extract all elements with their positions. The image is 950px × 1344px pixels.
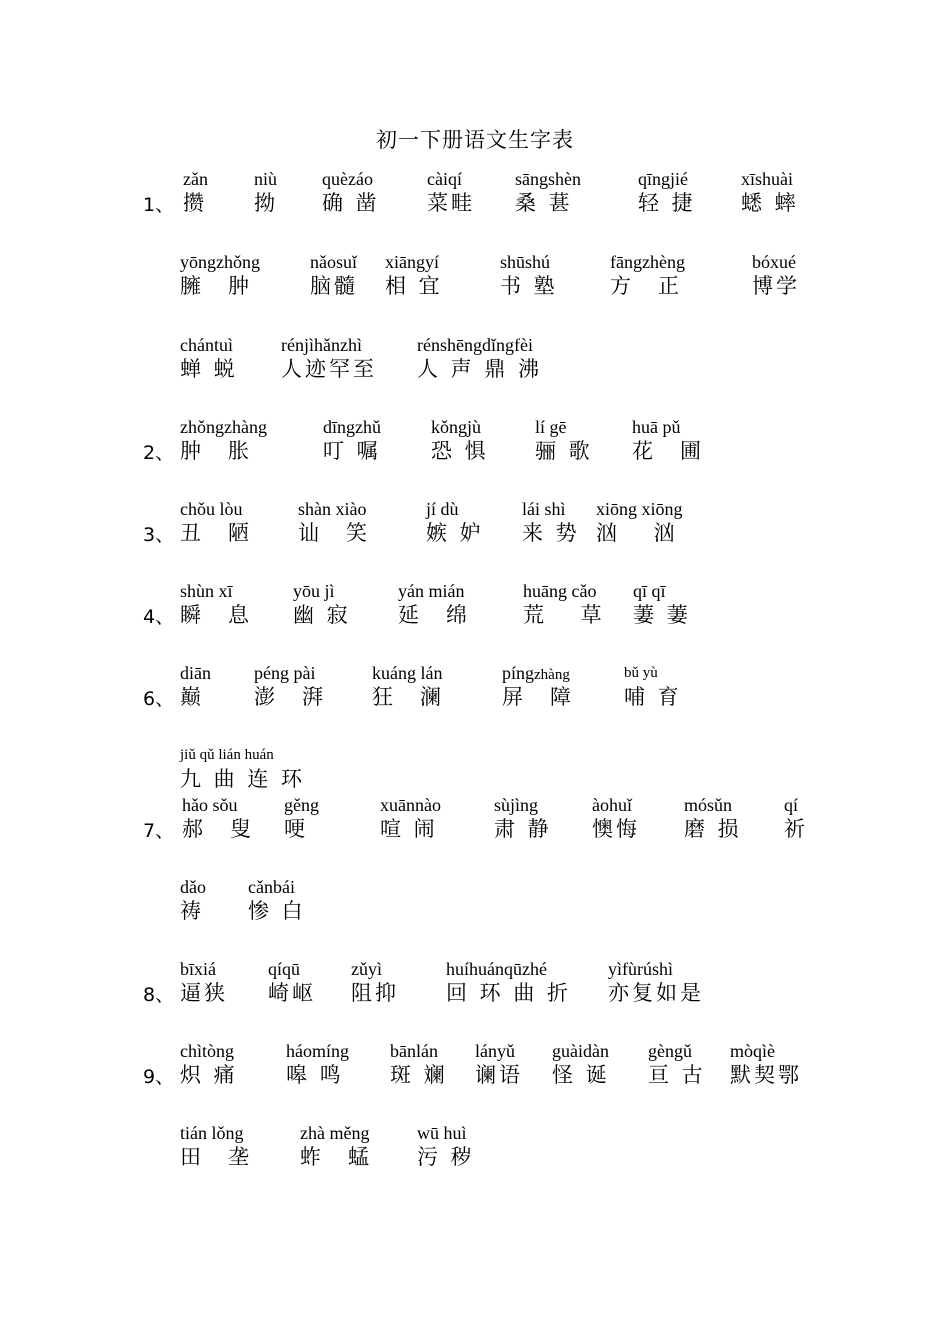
hanzi: 确 凿 xyxy=(322,191,380,215)
hanzi: 屏 障 xyxy=(502,685,574,709)
hanzi: 炽 痛 xyxy=(180,1063,238,1087)
pinyin xyxy=(182,794,254,816)
pinyin xyxy=(180,580,252,602)
hanzi: 来 势 xyxy=(522,521,580,545)
vocab-item xyxy=(380,794,441,842)
pinyin xyxy=(592,794,640,816)
pinyin-text: gèngǔ xyxy=(648,1041,692,1061)
pinyin-text: shùn xī xyxy=(180,581,233,601)
vocab-item xyxy=(515,168,581,216)
hanzi: 九 曲 连 环 xyxy=(180,767,306,791)
pinyin-text: jí dù xyxy=(426,499,459,519)
pinyin-text: qīngjié xyxy=(638,169,688,189)
hanzi: 亘 古 xyxy=(648,1063,706,1087)
vocab-item xyxy=(284,794,319,842)
pinyin xyxy=(417,1122,475,1144)
vocab-item xyxy=(310,251,358,299)
pinyin xyxy=(446,958,571,980)
pinyin-text: hǎo sǒu xyxy=(182,795,238,815)
pinyin xyxy=(417,334,542,356)
pinyin xyxy=(281,334,377,356)
pinyin-text: yán mián xyxy=(398,581,465,601)
vocab-item xyxy=(254,662,326,710)
pinyin xyxy=(293,580,351,602)
pinyin-text: xiōng xiōng xyxy=(596,499,683,519)
vocab-item xyxy=(633,580,691,628)
pinyin-text: sāngshèn xyxy=(515,169,581,189)
pinyin-text: huā pǔ xyxy=(632,417,681,437)
hanzi: 哽 xyxy=(284,817,308,841)
vocab-item xyxy=(323,416,381,464)
vocab-item xyxy=(431,416,489,464)
vocab-item xyxy=(182,794,254,842)
vocab-item xyxy=(390,1040,448,1088)
hanzi: 默契鄂 xyxy=(730,1063,802,1087)
vocab-item xyxy=(385,251,443,299)
pinyin xyxy=(180,416,267,438)
pinyin xyxy=(475,1040,523,1062)
page-title: 初一下册语文生字表 xyxy=(376,128,574,152)
vocab-item xyxy=(183,168,208,216)
vocab-item xyxy=(286,1040,349,1088)
pinyin xyxy=(741,168,799,190)
pinyin-text: chǒu lòu xyxy=(180,499,243,519)
vocab-item xyxy=(494,794,552,842)
hanzi: 污 秽 xyxy=(417,1145,475,1169)
section-number: 9、 xyxy=(143,1066,175,1088)
pinyin-text: lí gē xyxy=(535,417,567,437)
hanzi: 阻抑 xyxy=(351,981,399,1005)
pinyin-text: zǔyì xyxy=(351,959,382,979)
vocab-line xyxy=(0,580,950,636)
pinyin xyxy=(633,580,691,602)
vocab-item xyxy=(426,498,484,546)
vocab-line xyxy=(0,334,950,390)
pinyin-text-small: zhàng xyxy=(534,667,570,683)
pinyin xyxy=(398,580,470,602)
pinyin-text: bóxué xyxy=(752,252,796,272)
hanzi: 回 环 曲 折 xyxy=(446,981,572,1005)
pinyin-text: càiqí xyxy=(427,169,462,189)
vocab-item xyxy=(632,416,704,464)
hanzi: 骊 歌 xyxy=(535,439,593,463)
pinyin xyxy=(180,498,252,520)
pinyin xyxy=(300,1122,372,1144)
pinyin-text: dǎo xyxy=(180,877,206,897)
vocab-item xyxy=(608,958,704,1006)
hanzi: 萋 萋 xyxy=(633,603,691,627)
pinyin xyxy=(351,958,399,980)
pinyin xyxy=(322,168,380,190)
vocab-line xyxy=(0,744,950,800)
vocab-item xyxy=(248,876,306,924)
section-number: 8、 xyxy=(143,984,175,1006)
pinyin xyxy=(385,251,443,273)
pinyin-text: qíqū xyxy=(268,959,301,979)
pinyin-text: shūshú xyxy=(500,252,551,272)
pinyin-text: bīxiá xyxy=(180,959,216,979)
vocab-item xyxy=(180,876,206,924)
pinyin xyxy=(610,251,685,273)
pinyin-text: yōngzhǒng xyxy=(180,252,260,272)
vocab-item xyxy=(784,794,808,842)
vocab-item xyxy=(446,958,571,1006)
pinyin-text: zhǒngzhàng xyxy=(180,417,267,437)
hanzi: 逼狭 xyxy=(180,981,228,1005)
vocab-item xyxy=(300,1122,372,1170)
vocab-item xyxy=(268,958,316,1006)
vocab-line xyxy=(0,1040,950,1096)
pinyin xyxy=(784,794,808,816)
hanzi: 狂 澜 xyxy=(372,685,444,709)
pinyin-text: shàn xiào xyxy=(298,499,367,519)
hanzi: 攒 xyxy=(183,191,207,215)
vocab-item xyxy=(475,1040,523,1088)
pinyin xyxy=(254,168,278,190)
hanzi: 荒 草 xyxy=(523,603,605,627)
vocab-item xyxy=(592,794,640,842)
hanzi: 肿 胀 xyxy=(180,439,252,463)
pinyin-text: qī qī xyxy=(633,581,666,601)
pinyin xyxy=(638,168,696,190)
pinyin xyxy=(180,334,238,356)
hanzi: 瞬 息 xyxy=(180,603,252,627)
pinyin-text: àohuǐ xyxy=(592,795,632,815)
hanzi: 轻 捷 xyxy=(638,191,696,215)
section-number: 1、 xyxy=(143,194,175,216)
vocab-item xyxy=(180,416,267,464)
pinyin xyxy=(390,1040,448,1062)
pinyin xyxy=(684,794,742,816)
hanzi: 蟋 蟀 xyxy=(741,191,799,215)
hanzi: 恐 惧 xyxy=(431,439,489,463)
vocab-item xyxy=(552,1040,610,1088)
section-number: 3、 xyxy=(143,524,175,546)
hanzi: 磨 损 xyxy=(684,817,742,841)
pinyin-text: háomíng xyxy=(286,1041,349,1061)
hanzi: 澎 湃 xyxy=(254,685,326,709)
hanzi: 巅 xyxy=(180,685,204,709)
pinyin-text: wū huì xyxy=(417,1123,467,1143)
vocab-item xyxy=(180,1122,252,1170)
hanzi: 讪 笑 xyxy=(298,521,370,545)
pinyin xyxy=(254,662,326,684)
vocab-item xyxy=(535,416,593,464)
pinyin-text: yìfùrúshì xyxy=(608,959,673,979)
vocab-item xyxy=(684,794,742,842)
section-number: 7、 xyxy=(143,820,175,842)
vocab-item xyxy=(180,1040,238,1088)
pinyin-text: yōu jì xyxy=(293,581,335,601)
pinyin xyxy=(298,498,370,520)
vocab-item xyxy=(180,334,238,382)
hanzi: 喧 闹 xyxy=(380,817,438,841)
hanzi: 脑髓 xyxy=(310,274,358,298)
vocab-line xyxy=(0,168,950,224)
pinyin xyxy=(180,958,228,980)
pinyin-text: lái shì xyxy=(522,499,566,519)
section-number: 6、 xyxy=(143,688,175,710)
vocab-line xyxy=(0,416,950,472)
pinyin-text: zhà měng xyxy=(300,1123,370,1143)
vocab-line xyxy=(0,251,950,307)
pinyin-text: sùjìng xyxy=(494,795,539,815)
pinyin-text: rénshēngdǐngfèi xyxy=(417,335,533,355)
pinyin xyxy=(427,168,475,190)
vocab-item xyxy=(502,662,574,710)
vocab-item xyxy=(523,580,605,628)
hanzi: 懊悔 xyxy=(592,817,640,841)
hanzi: 方 正 xyxy=(610,274,682,298)
vocab-item xyxy=(596,498,683,546)
pinyin xyxy=(268,958,316,980)
vocab-item xyxy=(254,168,278,216)
pinyin-text: bānlán xyxy=(390,1041,438,1061)
pinyin-text: xīshuài xyxy=(741,169,793,189)
hanzi: 相 宜 xyxy=(385,274,443,298)
pinyin-text: fāngzhèng xyxy=(610,252,685,272)
hanzi: 惨 白 xyxy=(248,899,306,923)
pinyin xyxy=(552,1040,610,1062)
vocab-item xyxy=(180,251,260,299)
pinyin xyxy=(500,251,558,273)
pinyin-text: mósǔn xyxy=(684,795,733,815)
pinyin-text: xiāngyí xyxy=(385,252,439,272)
vocab-item xyxy=(398,580,470,628)
pinyin xyxy=(180,744,305,766)
pinyin xyxy=(380,794,441,816)
pinyin xyxy=(648,1040,706,1062)
hanzi: 怪 诞 xyxy=(552,1063,610,1087)
vocab-line xyxy=(0,794,950,850)
pinyin-text: tián lǒng xyxy=(180,1123,244,1143)
hanzi: 祷 xyxy=(180,899,204,923)
hanzi: 祈 xyxy=(784,817,808,841)
pinyin xyxy=(515,168,581,190)
pinyin xyxy=(502,662,574,684)
pinyin xyxy=(494,794,552,816)
hanzi: 幽 寂 xyxy=(293,603,351,627)
pinyin-text: kuáng lán xyxy=(372,663,443,683)
vocab-item xyxy=(427,168,475,216)
vocab-item xyxy=(351,958,399,1006)
pinyin-text: gěng xyxy=(284,795,319,815)
vocab-item xyxy=(610,251,685,299)
section-number: 2、 xyxy=(143,442,175,464)
hanzi: 叮 嘱 xyxy=(323,439,381,463)
hanzi: 嫉 妒 xyxy=(426,521,484,545)
pinyin xyxy=(596,498,683,520)
hanzi: 花 圃 xyxy=(632,439,704,463)
pinyin xyxy=(286,1040,349,1062)
section-number: 4、 xyxy=(143,606,175,628)
pinyin-text: diān xyxy=(180,663,211,683)
hanzi: 拗 xyxy=(254,191,278,215)
hanzi: 书 塾 xyxy=(500,274,558,298)
hanzi: 郝 叟 xyxy=(182,817,254,841)
pinyin-text: mòqìè xyxy=(730,1041,775,1061)
pinyin xyxy=(523,580,605,602)
pinyin xyxy=(180,662,211,684)
vocab-line xyxy=(0,1122,950,1178)
pinyin xyxy=(535,416,593,438)
vocab-item xyxy=(372,662,444,710)
pinyin xyxy=(431,416,489,438)
vocab-item xyxy=(180,958,228,1006)
vocab-item xyxy=(624,662,682,710)
vocab-line xyxy=(0,876,950,932)
vocab-item xyxy=(730,1040,802,1088)
pinyin-text: zǎn xyxy=(183,169,208,189)
pinyin-text: lányǔ xyxy=(475,1041,515,1061)
vocab-item xyxy=(522,498,580,546)
vocab-item xyxy=(298,498,370,546)
hanzi: 崎岖 xyxy=(268,981,316,1005)
pinyin-text: bǔ yù xyxy=(624,665,658,681)
pinyin-text: guàidàn xyxy=(552,1041,609,1061)
vocab-line xyxy=(0,958,950,1014)
hanzi: 肃 静 xyxy=(494,817,552,841)
hanzi: 斑 斓 xyxy=(390,1063,448,1087)
pinyin-text: nǎosuǐ xyxy=(310,252,357,272)
pinyin xyxy=(180,1040,238,1062)
pinyin-text: rénjìhǎnzhì xyxy=(281,335,362,355)
pinyin xyxy=(624,662,682,684)
vocab-item xyxy=(281,334,377,382)
pinyin xyxy=(180,1122,252,1144)
pinyin-text: chántuì xyxy=(180,335,233,355)
pinyin xyxy=(323,416,381,438)
hanzi: 田 垄 xyxy=(180,1145,252,1169)
vocab-item xyxy=(648,1040,706,1088)
pinyin-text: qí xyxy=(784,795,799,815)
pinyin-text: péng pài xyxy=(254,663,316,683)
hanzi: 蚱 蜢 xyxy=(300,1145,372,1169)
hanzi: 哺 育 xyxy=(624,685,682,709)
pinyin-text: huíhuánqūzhé xyxy=(446,959,547,979)
hanzi: 人迹罕至 xyxy=(281,357,377,381)
vocab-line xyxy=(0,498,950,554)
vocab-item xyxy=(180,662,211,710)
vocab-item xyxy=(322,168,380,216)
hanzi: 嗥 鸣 xyxy=(286,1063,344,1087)
pinyin-text: niù xyxy=(254,169,278,189)
pinyin xyxy=(730,1040,802,1062)
hanzi: 亦复如是 xyxy=(608,981,704,1005)
pinyin xyxy=(752,251,800,273)
vocab-item xyxy=(752,251,800,299)
pinyin-text: quèzáo xyxy=(322,169,373,189)
vocab-item xyxy=(638,168,696,216)
hanzi: 臃 肿 xyxy=(180,274,252,298)
hanzi: 谰语 xyxy=(475,1063,523,1087)
pinyin xyxy=(522,498,580,520)
vocab-item xyxy=(293,580,351,628)
pinyin xyxy=(183,168,208,190)
pinyin-text: kǒngjù xyxy=(431,417,482,437)
vocab-item xyxy=(180,498,252,546)
pinyin xyxy=(180,876,206,898)
pinyin-text: chìtòng xyxy=(180,1041,234,1061)
vocab-line xyxy=(0,662,950,718)
pinyin xyxy=(180,251,260,273)
vocab-item xyxy=(180,744,305,792)
pinyin xyxy=(372,662,444,684)
pinyin-text: cǎnbái xyxy=(248,877,295,897)
pinyin xyxy=(248,876,306,898)
hanzi: 汹 汹 xyxy=(596,521,678,545)
pinyin xyxy=(310,251,358,273)
vocab-item xyxy=(417,334,542,382)
pinyin-text: huāng cǎo xyxy=(523,581,597,601)
hanzi: 延 绵 xyxy=(398,603,470,627)
pinyin-text: jiǔ qǔ lián huán xyxy=(180,747,274,763)
vocab-item xyxy=(180,580,252,628)
pinyin-text: píng xyxy=(502,663,535,683)
hanzi: 人 声 鼎 沸 xyxy=(417,357,543,381)
pinyin xyxy=(608,958,704,980)
pinyin-text: dīngzhǔ xyxy=(323,417,381,437)
pinyin xyxy=(632,416,704,438)
hanzi: 蝉 蜕 xyxy=(180,357,238,381)
pinyin xyxy=(426,498,484,520)
hanzi: 博学 xyxy=(752,274,800,298)
pinyin-text: xuānnào xyxy=(380,795,441,815)
hanzi: 丑 陋 xyxy=(180,521,252,545)
hanzi: 桑 葚 xyxy=(515,191,573,215)
vocab-item xyxy=(500,251,558,299)
vocab-item xyxy=(417,1122,475,1170)
pinyin xyxy=(284,794,319,816)
hanzi: 菜畦 xyxy=(427,191,475,215)
vocab-item xyxy=(741,168,799,216)
